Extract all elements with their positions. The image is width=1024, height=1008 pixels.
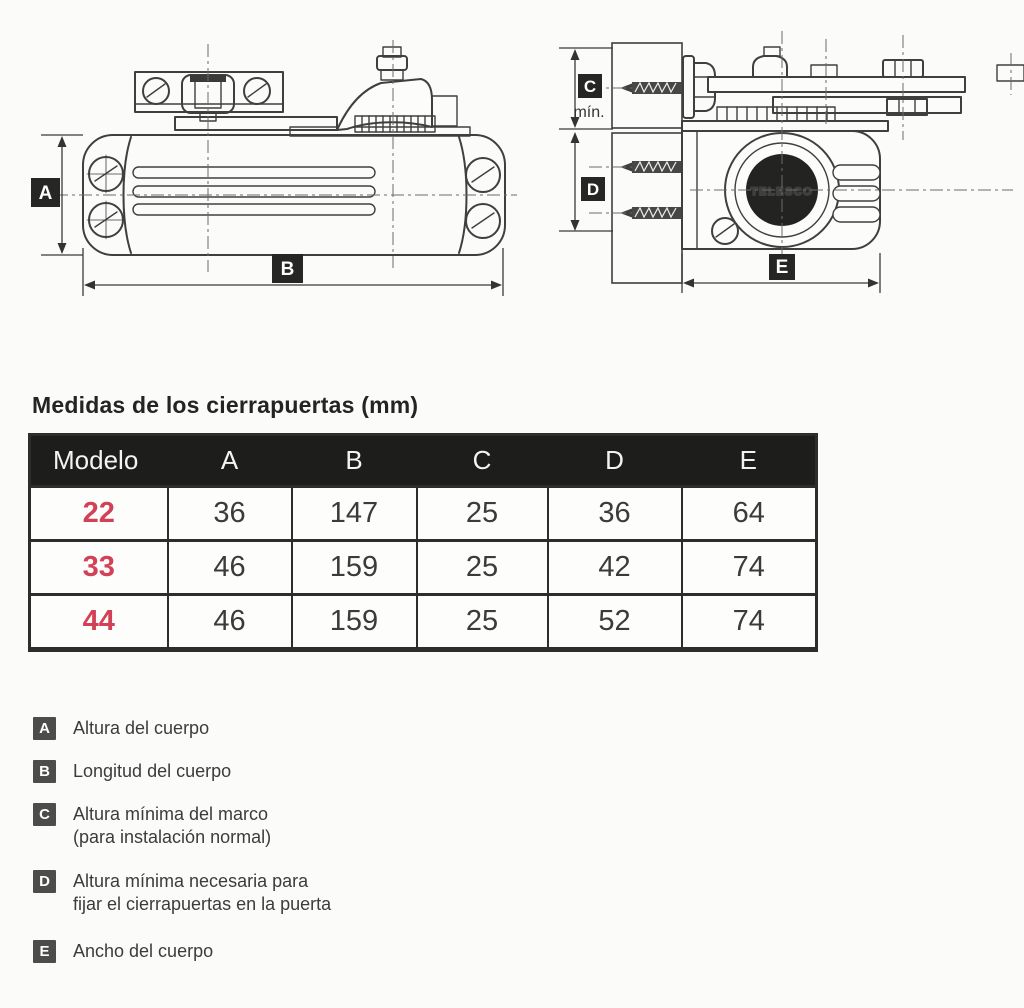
dimension-e (682, 253, 880, 293)
legend-text-a: Altura del cuerpo (73, 718, 210, 738)
dimension-legend (33, 717, 331, 983)
value-a: 46 (168, 595, 292, 650)
arm-mounting-bracket (135, 72, 283, 121)
table-row (30, 595, 817, 650)
dimension-a (31, 135, 83, 255)
value-c: 25 (417, 487, 548, 541)
value-e: 64 (682, 487, 817, 541)
value-e: 74 (682, 541, 817, 595)
value-b: 147 (292, 487, 417, 541)
dimension-d-label: D (586, 180, 600, 199)
value-b: 159 (292, 541, 417, 595)
header-a: A (168, 435, 292, 487)
closer-arm (708, 47, 1024, 121)
closer-body (682, 121, 888, 249)
table-row (30, 541, 817, 595)
legend-badge-a: A (33, 717, 56, 740)
dimensions-table (28, 433, 818, 652)
dimension-d (559, 132, 613, 231)
table-title: Medidas de los cierrapuertas (mm) (32, 392, 419, 418)
table-header-row (30, 435, 817, 487)
legend-text-d-line1: Altura mínima necesaria para (73, 871, 309, 891)
closer-body (83, 127, 505, 255)
dimension-b-label: B (280, 259, 295, 280)
legend-item-b (33, 760, 331, 783)
dimension-c (559, 48, 613, 129)
legend-badge-b: B (33, 760, 56, 783)
legend-text-c-line2: (para instalación normal) (73, 827, 272, 847)
value-e: 74 (682, 595, 817, 650)
dimension-c-min-label: mín. (573, 104, 605, 121)
value-d: 36 (548, 487, 682, 541)
legend-badge-e: E (33, 940, 56, 963)
value-c: 25 (417, 595, 548, 650)
dimension-c-label: C (583, 77, 597, 96)
value-b: 159 (292, 595, 417, 650)
model-number: 44 (30, 595, 168, 650)
model-number: 33 (30, 541, 168, 595)
closer-arm (175, 47, 457, 132)
value-d: 52 (548, 595, 682, 650)
dimension-a-label: A (38, 183, 53, 204)
diagram-mounted-view (545, 25, 1024, 305)
value-a: 36 (168, 487, 292, 541)
header-b: B (292, 435, 417, 487)
diagram-side-view (25, 28, 525, 318)
value-d: 42 (548, 541, 682, 595)
legend-text-e: Ancho del cuerpo (73, 941, 214, 961)
header-c: C (417, 435, 548, 487)
dimension-e-label: E (775, 257, 789, 278)
brand-label: TELESCO (750, 186, 814, 198)
legend-text-b: Longitud del cuerpo (73, 761, 232, 781)
table-row (30, 487, 817, 541)
value-c: 25 (417, 541, 548, 595)
legend-badge-d: D (33, 870, 56, 893)
legend-text-d-line2: fijar el cierrapuertas en la puerta (73, 894, 332, 914)
legend-text-c-line1: Altura mínima del marco (73, 804, 269, 824)
header-e: E (682, 435, 817, 487)
value-a: 46 (168, 541, 292, 595)
header-d: D (548, 435, 682, 487)
legend-item-a (33, 717, 331, 740)
model-number: 22 (30, 487, 168, 541)
header-modelo: Modelo (30, 435, 168, 487)
legend-badge-c: C (33, 803, 56, 826)
legend-item-c (33, 803, 331, 849)
legend-item-d (33, 870, 331, 916)
legend-item-e (33, 940, 331, 963)
